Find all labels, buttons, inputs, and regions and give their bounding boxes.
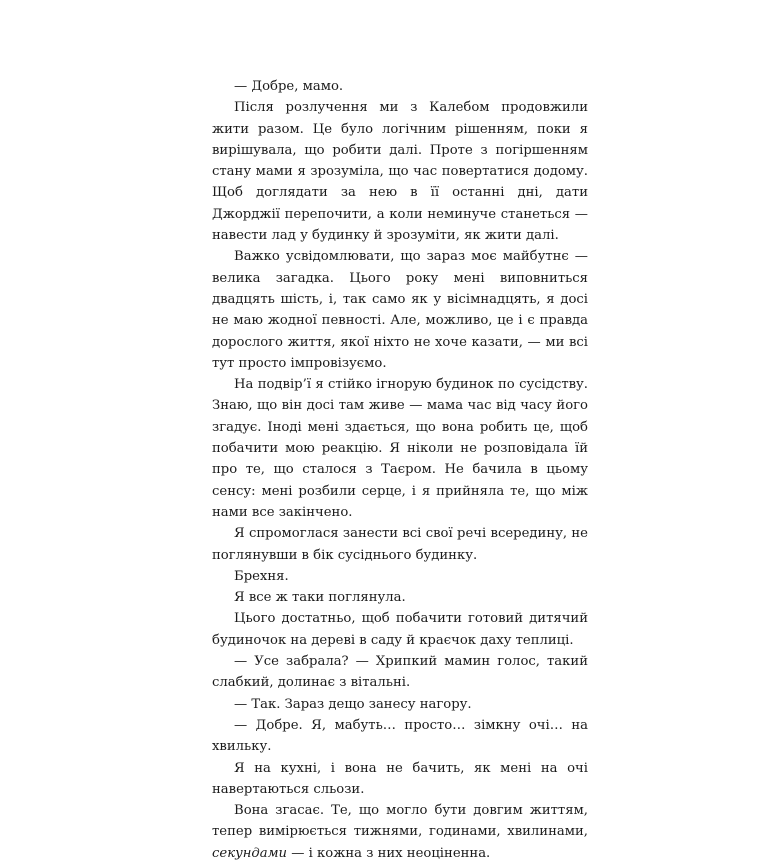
book-page [212, 76, 588, 864]
paragraph-11: — Добре. Я, мабуть… просто… зімкну очі… на хвильку. [212, 717, 588, 755]
paragraph-12: Я на кухні, і вона не бачить, як мені на очі навертаються сльози. [212, 760, 588, 797]
paragraph-13-text: Вона згасає. Те, що могло бути довгим життям, тепер вимірюється тижнями, годинами, хвилинами, [212, 803, 588, 840]
paragraph-4: На подвір’ї я стійко ігнорую будинок по сусідству. Знаю, що він досі там живе — мама час від часу його згадує. Іноді мені здається, що вона робить це, щоб побачити мою реакцію. Я ніколи не розповідала їй про те, що сталося з Таєром. Не бачила в цьому сенсу: мені розбили серце, і я прийняла те, що між нами все закінчено. [212, 377, 588, 520]
paragraph-3: Важко усвідомлювати, що зараз моє майбутнє — велика загадка. Цього року мені виповниться двадцять шість, і, так само як у вісімнадцять, я досі не маю жодної певності. Але, можливо, це і є правда дорослого життя, якої ніхто не хоче казати, — ми всі тут просто імпровізуємо. [212, 249, 588, 371]
paragraph-2: Після розлучення ми з Калебом продовжили жити разом. Це було логічним рішенням, поки я вирішувала, що робити далі. Проте з погіршенням стану мами я зрозуміла, що час повертатися додому. Щоб доглядати за нею в її останні дні, дати Джорджії перепочити, а коли неминуче станеться — навести лад у будинку й зрозуміти, як жити далі. [212, 100, 588, 244]
paragraph-13 [212, 800, 588, 864]
paragraph-9: — Усе забрала? — Хрипкий мамин голос, такий слабкий, долинає з вітальні. [212, 654, 588, 691]
italic-word: секундами [212, 845, 288, 861]
paragraph-7: Я все ж таки поглянула. [234, 590, 406, 606]
paragraph-6: Брехня. [234, 568, 289, 584]
paragraph-10: — Так. Зараз дещо занесу нагору. [234, 696, 472, 712]
paragraph-1: — Добре, мамо. [234, 79, 344, 94]
paragraph-5: Я спромоглася занести всі свої речі всередину, не поглянувши в бік сусіднього будинку. [212, 526, 588, 563]
paragraph-8: Цього достатньо, щоб побачити готовий дитячий будиночок на дереві в саду й краєчок даху теплиці. [212, 611, 588, 648]
paragraph-13-tail: — і кожна з них неоціненна. [287, 845, 491, 861]
